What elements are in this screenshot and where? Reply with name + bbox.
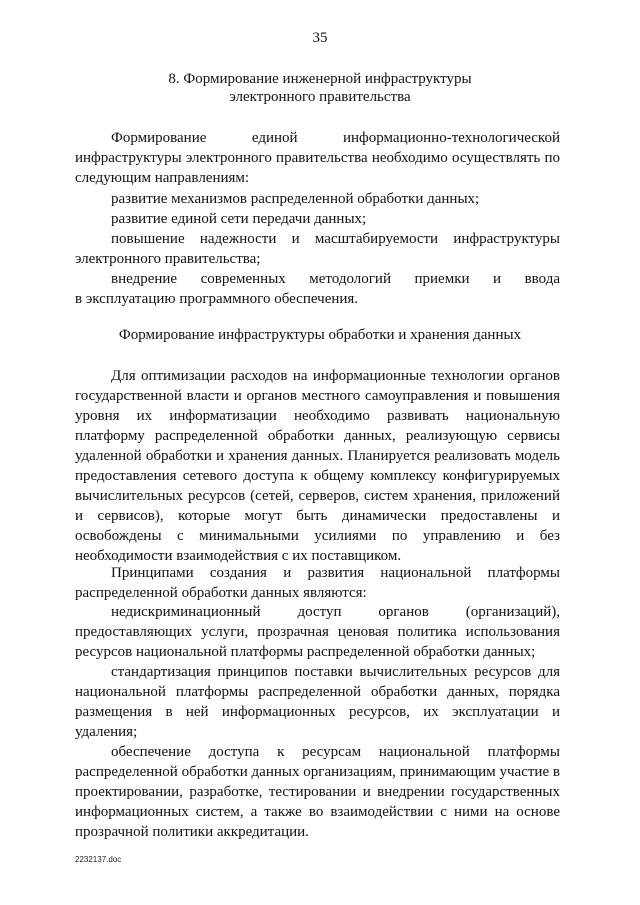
section-title <box>0 70 640 106</box>
list-item-continuation: предоставляющих услуги, прозрачная ценовая политика использования <box>75 624 560 640</box>
page-number: 35 <box>312 30 328 46</box>
text-line: удаленной обработки и хранения данных. Планируется реализовать модель <box>75 448 560 464</box>
section-title-line-2: электронного правительства <box>229 89 411 105</box>
text-line: следующим направлениям: <box>75 170 250 186</box>
list-item: стандартизация принципов поставки вычислительных ресурсов для <box>111 664 560 680</box>
list-item-continuation: электронного правительства; <box>75 251 261 267</box>
paragraph-2 <box>75 563 560 603</box>
footer-filename: 2232137.doc <box>75 855 122 864</box>
principles-list <box>75 602 560 842</box>
list-item: развитие единой сети передачи данных; <box>111 211 367 227</box>
subsection-title: Формирование инфраструктуры обработки и хранения данных <box>118 327 522 343</box>
text-line: вычислительных ресурсов (сетей, серверов, систем хранения, приложений <box>75 488 560 504</box>
list-item: развитие механизмов распределенной обработки данных; <box>111 191 480 207</box>
text-line: платформу распределенной обработки данных, реализующую сервисы <box>75 428 560 444</box>
text-line: уровня их информатизации необходимо развивать национальную <box>75 408 560 424</box>
list-item: обеспечение доступа к ресурсам национальной платформы <box>111 744 560 760</box>
list-item: внедрение современных методологий приемки и ввода <box>111 271 560 287</box>
text-line: Принципами создания и развития национальной платформы <box>111 565 560 581</box>
list-item-continuation: размещения в ней информационных ресурсов, их эксплуатации и <box>75 704 560 720</box>
intro-paragraph <box>75 128 560 188</box>
text-line: государственной власти и органов местного самоуправления и повышения <box>75 388 560 404</box>
text-line: предоставления сетевого доступа к общему комплексу конфигурируемых <box>75 468 560 484</box>
text-line: инфраструктуры электронного правительства необходимо осуществлять по <box>75 150 560 166</box>
text-line: и сервисов), которые могут быть динамически предоставлены и <box>75 508 560 524</box>
list-item-continuation: прозрачной политики аккредитации. <box>75 824 309 840</box>
list-item-continuation: в эксплуатацию программного обеспечения. <box>75 291 359 307</box>
text-line: Для оптимизации расходов на информационные технологии органов <box>111 368 560 384</box>
directions-list <box>75 189 560 309</box>
text-line: распределенной обработки данных являются: <box>75 585 367 601</box>
list-item: недискриминационный доступ органов (организаций), <box>111 604 560 620</box>
list-item-continuation: проектировании, разработке, тестировании и внедрении государственных <box>75 784 560 800</box>
text-line: Формирование единой информационно-технологической <box>111 130 560 146</box>
list-item-continuation: удаления; <box>75 724 138 740</box>
text-line: необходимости взаимодействия с их поставщиком. <box>75 548 402 564</box>
text-line: освобождены с минимальными усилиями по управлению и без <box>75 528 560 544</box>
list-item-continuation: ресурсов национальной платформы распределенной обработки данных; <box>75 644 536 660</box>
list-item: повышение надежности и масштабируемости инфраструктуры <box>111 231 560 247</box>
list-item-continuation: информационных систем, а также во взаимодействии с ними на основе <box>75 804 560 820</box>
paragraph-1 <box>75 366 560 566</box>
list-item-continuation: распределенной обработки данных организациям, принимающим участие в <box>75 764 560 780</box>
section-title-line-1: 8. Формирование инженерной инфраструктуры <box>168 71 472 87</box>
list-item-continuation: национальной платформы распределенной обработки данных, порядка <box>75 684 560 700</box>
